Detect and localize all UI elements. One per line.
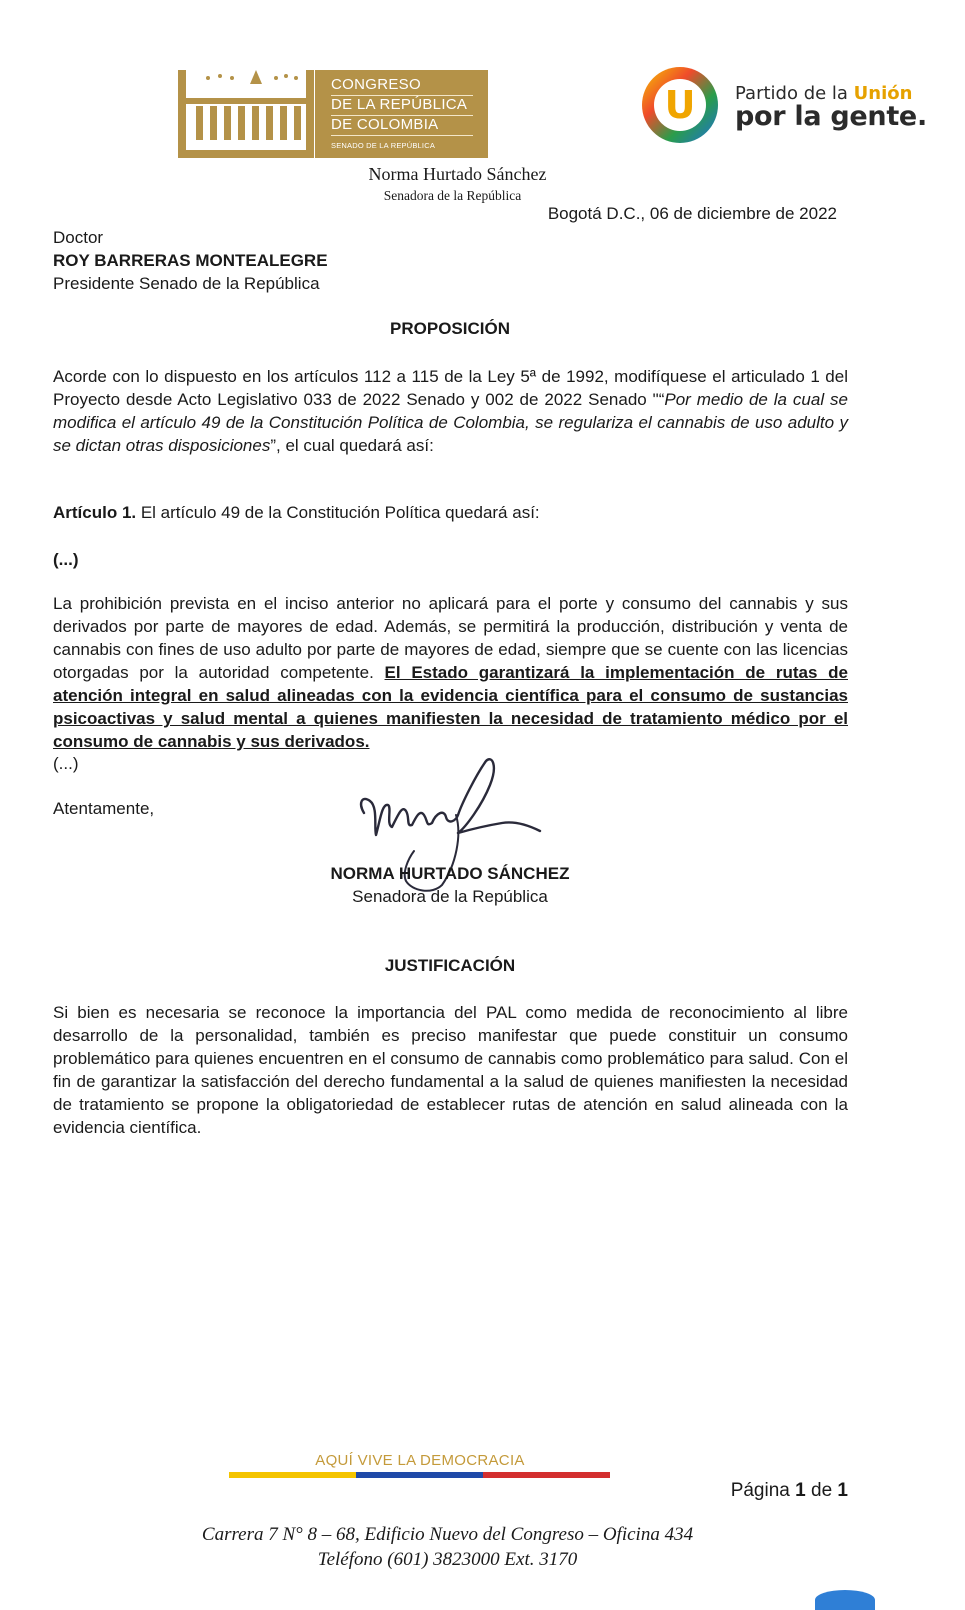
article-label: Artículo 1. — [53, 503, 137, 522]
letter-date: Bogotá D.C., 06 de diciembre de 2022 — [547, 204, 837, 223]
signer-role: Senadora de la República — [352, 887, 548, 906]
capitol-building-icon — [178, 70, 314, 158]
partido-name-line-2: por la gente. — [735, 101, 927, 132]
recipient-title: Presidente Senado de la República — [53, 274, 320, 293]
senator-name: Norma Hurtado Sánchez — [368, 164, 547, 184]
congreso-line-4: SENADO DE LA REPÚBLICA — [331, 141, 436, 150]
divider — [331, 135, 473, 136]
closing: Atentamente, — [53, 799, 155, 818]
partido-logo — [653, 68, 943, 148]
page-label: Página — [730, 1480, 790, 1501]
signer-name: NORMA HURTADO SÁNCHEZ — [330, 864, 570, 883]
proposicion-heading: PROPOSICIÓN — [390, 319, 510, 338]
project-title: Por medio de la cual se modifica el artículo 49 de la Constitución Política de Colombia, se regulariza el cannabis de uso adulto y se dictan otras disposiciones — [53, 390, 848, 455]
ellipsis: (...) — [53, 754, 79, 773]
justification-paragraph: Si bien es necesaria se reconoce la importancia del PAL como medida de reconocimiento al libre desarrollo de la personalidad, también es preciso manifestar que puede constituir un consumo problemático para quienes encuentren en el consumo de cannabis como problemático para salud. Con el fin de garantizar la satisfacción del derecho fundamental a la salud de quienes manifiesten la necesidad de tratamiento se propone la obligatoriedad de establecer rutas de atención en salud alineada con la evidencia científica. — [53, 1003, 848, 1137]
senator-role: Senadora de la República — [383, 188, 522, 203]
flag-bar — [229, 1472, 610, 1478]
flag-stripe-yellow — [229, 1472, 356, 1478]
ellipsis: (...) — [53, 550, 79, 569]
congreso-line-2: DE LA REPÚBLICA — [331, 96, 468, 113]
page-total: 1 — [837, 1480, 848, 1501]
prohibition-amendment: El Estado garantizará la implementación de rutas de atención integral en salud alineadas con la evidencia científica para el consumo de sustancias psicoactivas y salud mental a quienes manifiesten la necesidad de tratamiento médico por el consumo de cannabis y sus derivados. — [53, 663, 848, 751]
footer-address: Carrera 7 N° 8 – 68, Edificio Nuevo del Congreso – Oficina 434 — [201, 1524, 694, 1545]
page-current: 1 — [795, 1480, 806, 1501]
footer-phone: Teléfono (601) 3823000 Ext. 3170 — [317, 1549, 578, 1570]
congreso-logo — [178, 70, 488, 158]
prohibition-text: La prohibición prevista en el inciso anterior no aplicará para el porte y consumo del cannabis y sus derivados por parte de mayores de edad. Además, se permitirá la producción, distribución y venta de cannabis con fines de uso adulto por parte de mayores de edad, siempre que se cuente con las licencias otorgadas por la autoridad competente. — [53, 594, 848, 682]
intro-paragraph — [53, 365, 848, 457]
prohibition-paragraph — [53, 592, 848, 753]
corner-decoration — [815, 1590, 875, 1610]
flag-stripe-red — [483, 1472, 610, 1478]
article-line — [53, 501, 540, 524]
recipient-name: ROY BARRERAS MONTEALEGRE — [53, 251, 328, 270]
intro-text-2: ”, el cual quedará así: — [270, 436, 434, 455]
partido-name-prefix: Partido de la — [735, 83, 854, 104]
partido-u-icon — [641, 66, 719, 144]
footer-slogan: AQUÍ VIVE LA DEMOCRACIA — [315, 1452, 525, 1469]
salutation: Doctor — [53, 228, 104, 247]
page-number — [731, 1480, 848, 1502]
justificacion-heading: JUSTIFICACIÓN — [384, 956, 516, 975]
article-text: El artículo 49 de la Constitución Política quedará así: — [136, 503, 540, 522]
partido-u-letter: U — [664, 83, 696, 127]
congreso-title-box — [315, 70, 488, 158]
congreso-line-3: DE COLOMBIA — [331, 116, 439, 133]
flag-stripe-blue — [356, 1472, 483, 1478]
congreso-line-1: CONGRESO — [331, 76, 421, 93]
intro-text-1: Acorde con lo dispuesto en los artículos 112 a 115 de la Ley 5ª de 1992, modifíquese el articulado 1 del Proyecto desde Acto Legislativo 033 de 2022 Senado y 002 de 2022 Senado "“ — [53, 367, 848, 409]
page-of: de — [811, 1480, 833, 1501]
partido-name-highlight: Unión — [853, 83, 913, 104]
